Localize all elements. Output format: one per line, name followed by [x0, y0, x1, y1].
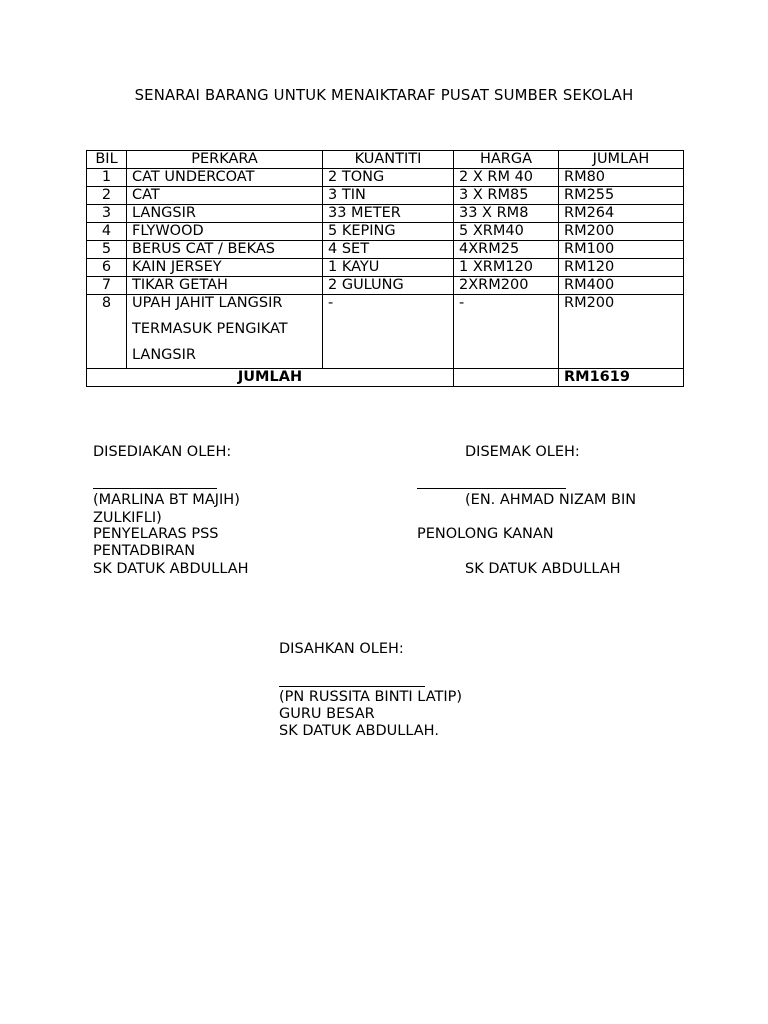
table-header-row [87, 151, 684, 169]
prepared-name-line2: ZULKIFLI) [93, 510, 162, 526]
checked-school: SK DATUK ABDULLAH [465, 561, 621, 577]
checked-role: PENOLONG KANAN [417, 526, 554, 542]
approved-by-label: DISAHKAN OLEH: [279, 641, 404, 657]
cell-perkara: CAT UNDERCOAT [127, 169, 323, 187]
cell-jumlah: RM200 [559, 223, 684, 241]
header-jumlah: JUMLAH [559, 151, 684, 169]
table-row [87, 277, 684, 295]
header-harga: HARGA [454, 151, 559, 169]
cell-jumlah: RM100 [559, 241, 684, 259]
cell-bil: 4 [87, 223, 127, 241]
cell-perkara: LANGSIR [127, 205, 323, 223]
cell-bil: 6 [87, 259, 127, 277]
cell-harga: 33 X RM8 [454, 205, 559, 223]
cell-kuantiti: 33 METER [323, 205, 454, 223]
table-row [87, 187, 684, 205]
prepared-by-label: DISEDIAKAN OLEH: [93, 444, 232, 460]
table-row [87, 223, 684, 241]
approved-signature-line [279, 686, 425, 687]
prepared-role-line1: PENYELARAS PSS [93, 526, 219, 542]
cell-perkara: KAIN JERSEY [127, 259, 323, 277]
cell-perkara: CAT [127, 187, 323, 205]
cell-perkara-line: TERMASUK PENGIKAT [132, 321, 288, 337]
cell-bil: 3 [87, 205, 127, 223]
table-row [87, 169, 684, 187]
table-row [87, 205, 684, 223]
cell-kuantiti: 4 SET [323, 241, 454, 259]
approved-name: (PN RUSSITA BINTI LATIP) [279, 689, 463, 705]
cell-bil: 1 [87, 169, 127, 187]
cell-jumlah: RM264 [559, 205, 684, 223]
table-row [87, 295, 684, 369]
cell-harga: 2 X RM 40 [454, 169, 559, 187]
cell-perkara-line: UPAH JAHIT LANGSIR [132, 295, 283, 311]
cell-jumlah: RM400 [559, 277, 684, 295]
items-table-body [87, 151, 684, 387]
cell-bil: 5 [87, 241, 127, 259]
cell-jumlah: RM255 [559, 187, 684, 205]
total-value: RM1619 [559, 369, 684, 387]
cell-harga: 1 XRM120 [454, 259, 559, 277]
total-row [87, 369, 684, 387]
cell-harga: - [454, 295, 559, 369]
table-row [87, 241, 684, 259]
prepared-school: SK DATUK ABDULLAH [93, 561, 249, 577]
prepared-role-line2: PENTADBIRAN [93, 543, 196, 559]
cell-perkara-line: LANGSIR [132, 347, 196, 363]
cell-jumlah: RM120 [559, 259, 684, 277]
cell-kuantiti: 2 GULUNG [323, 277, 454, 295]
cell-kuantiti: 5 KEPING [323, 223, 454, 241]
cell-bil: 8 [87, 295, 127, 369]
cell-jumlah: RM200 [559, 295, 684, 369]
cell-harga: 3 X RM85 [454, 187, 559, 205]
total-empty-cell [454, 369, 559, 387]
prepared-signature-line [93, 488, 217, 489]
cell-kuantiti: 2 TONG [323, 169, 454, 187]
cell-harga: 2XRM200 [454, 277, 559, 295]
checked-name: (EN. AHMAD NIZAM BIN [465, 492, 637, 508]
table-row [87, 259, 684, 277]
header-kuantiti: KUANTITI [323, 151, 454, 169]
header-bil: BIL [87, 151, 127, 169]
cell-perkara: FLYWOOD [127, 223, 323, 241]
cell-harga: 5 XRM40 [454, 223, 559, 241]
cell-harga: 4XRM25 [454, 241, 559, 259]
approved-school: SK DATUK ABDULLAH. [279, 723, 439, 739]
cell-bil: 7 [87, 277, 127, 295]
page-title: SENARAI BARANG UNTUK MENAIKTARAF PUSAT SUMBER SEKOLAH [134, 87, 634, 104]
cell-perkara [127, 295, 323, 369]
total-label: JUMLAH [87, 369, 454, 387]
items-table [86, 150, 684, 387]
cell-perkara: BERUS CAT / BEKAS [127, 241, 323, 259]
checked-by-label: DISEMAK OLEH: [465, 444, 580, 460]
cell-kuantiti: 1 KAYU [323, 259, 454, 277]
cell-kuantiti: 3 TIN [323, 187, 454, 205]
prepared-name-line1: (MARLINA BT MAJIH) [93, 492, 240, 508]
header-perkara: PERKARA [127, 151, 323, 169]
cell-bil: 2 [87, 187, 127, 205]
cell-perkara: TIKAR GETAH [127, 277, 323, 295]
approved-role: GURU BESAR [279, 706, 375, 722]
cell-kuantiti: - [323, 295, 454, 369]
checked-signature-line [417, 488, 566, 489]
cell-jumlah: RM80 [559, 169, 684, 187]
